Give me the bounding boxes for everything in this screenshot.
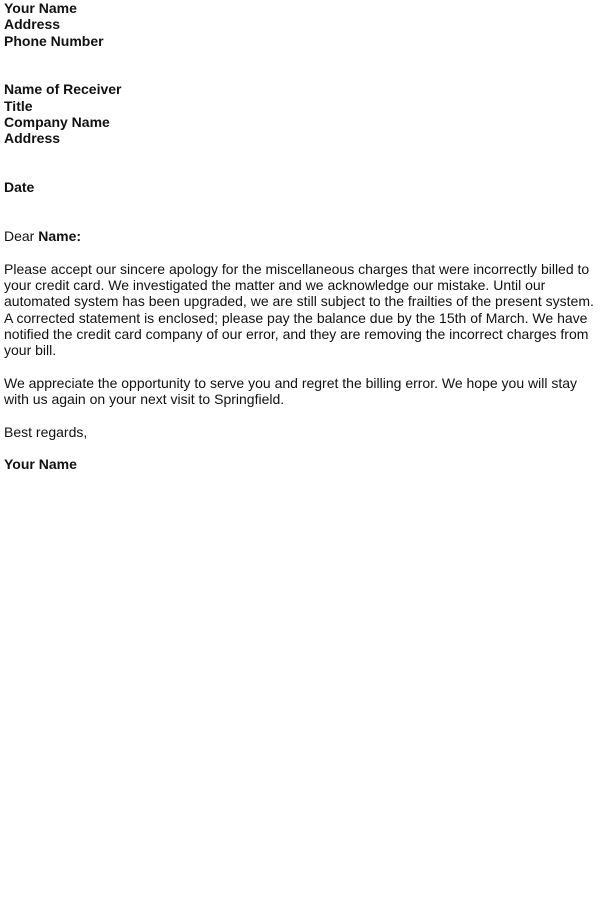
paragraph-1-line: A corrected statement is enclosed; please pay the balance due by the 15th of March. We have xyxy=(4,309,588,326)
receiver-title: Title xyxy=(4,97,33,114)
body-paragraph-2 xyxy=(4,375,598,408)
paragraph-1-line: your credit card. We investigated the matter and we acknowledge our mistake. Until our xyxy=(4,277,546,294)
paragraph-1-line: your bill. xyxy=(4,342,57,359)
body-paragraph-1 xyxy=(4,261,598,359)
letter xyxy=(4,0,598,473)
sender-block xyxy=(4,0,598,49)
salutation-greeting: Dear xyxy=(4,228,35,245)
letter-date: Date xyxy=(4,179,35,196)
paragraph-2-line: We appreciate the opportunity to serve you and regret the billing error. We hope you will stay xyxy=(4,374,578,391)
sender-phone: Phone Number xyxy=(4,32,104,49)
sender-address: Address xyxy=(4,16,61,33)
receiver-address: Address xyxy=(4,130,61,147)
paragraph-1-line: Please accept our sincere apology for the miscellaneous charges that were incorrectly billed to xyxy=(4,260,590,277)
salutation-name: Name: xyxy=(38,228,82,245)
receiver-company: Company Name xyxy=(4,114,110,131)
sender-name: Your Name xyxy=(4,0,77,16)
salutation xyxy=(4,228,598,244)
paragraph-1-line: notified the credit card company of our error, and they are removing the incorrect charges from xyxy=(4,325,589,342)
receiver-block xyxy=(4,81,598,146)
receiver-name: Name of Receiver xyxy=(4,81,122,98)
paragraph-2-line: with us again on your next visit to Springfield. xyxy=(4,391,285,408)
closing: Best regards, xyxy=(4,423,88,440)
paragraph-1-line: automated system has been upgraded, we are still subject to the frailties of the present system. xyxy=(4,293,594,310)
signature-name: Your Name xyxy=(4,456,77,473)
